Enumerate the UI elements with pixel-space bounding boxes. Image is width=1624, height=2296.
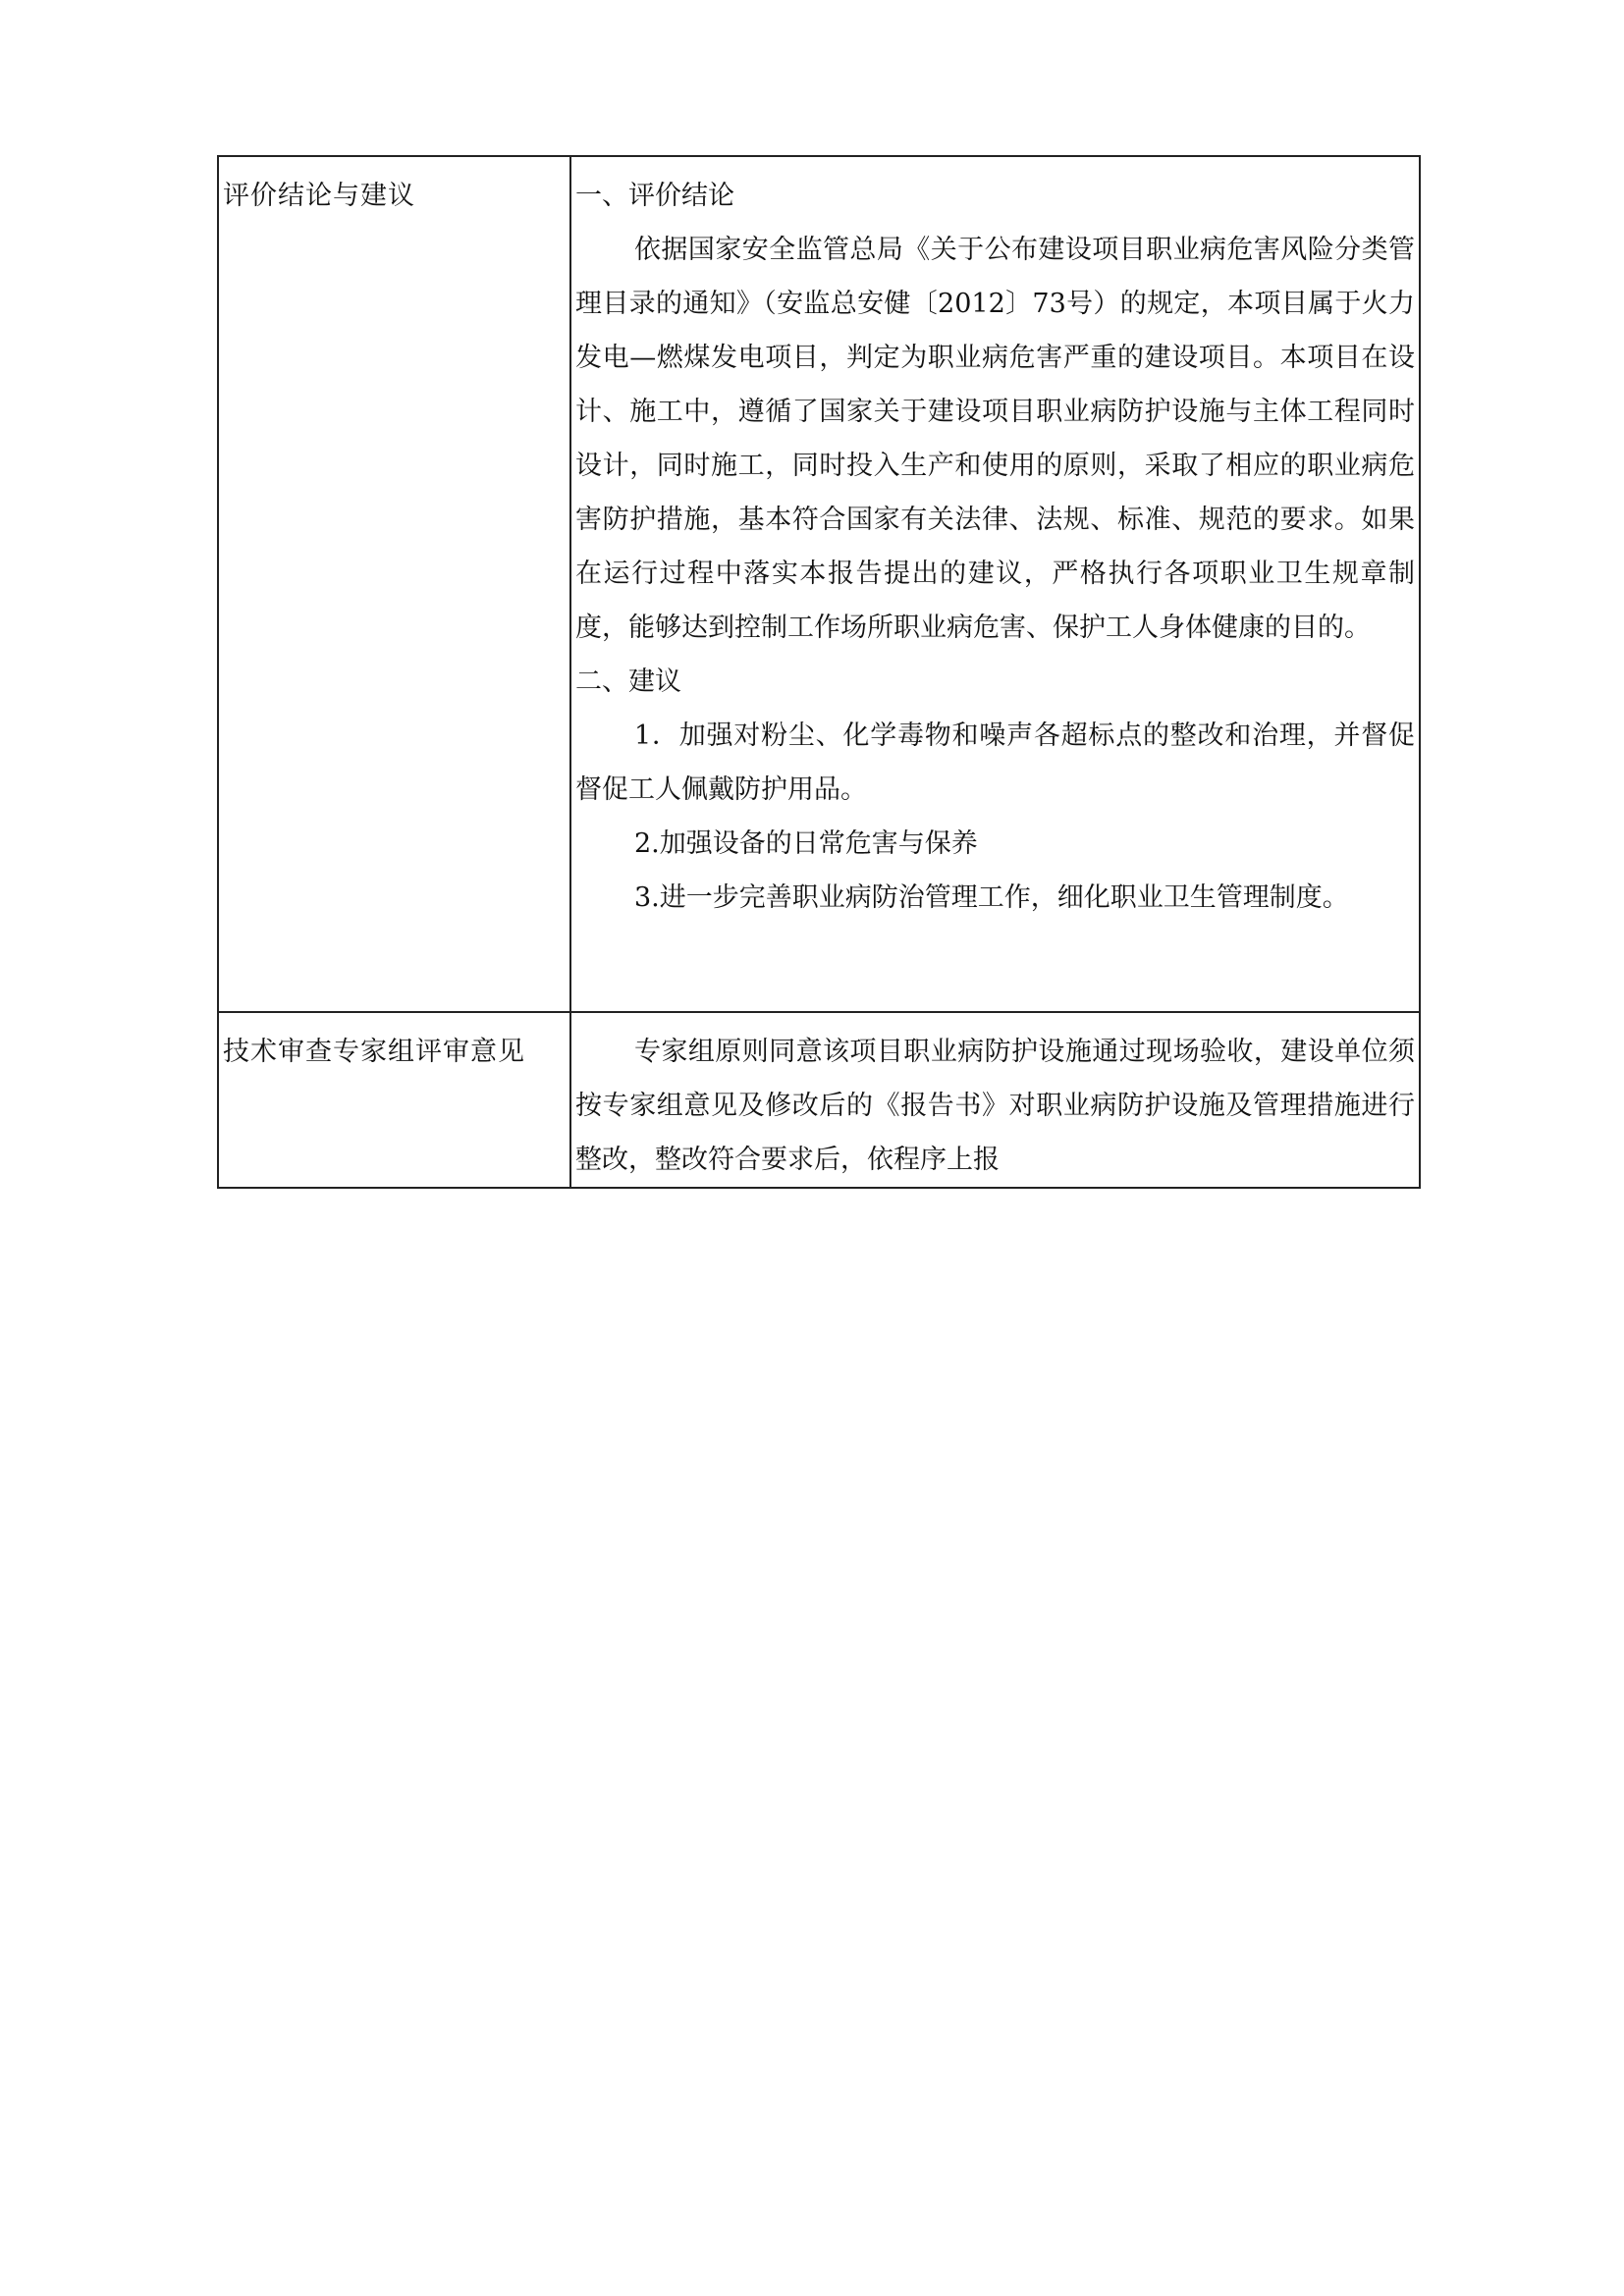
expert-content xyxy=(575,1013,1415,1187)
row-label-expert-review: 技术审查专家组评审意见 xyxy=(223,1037,525,1067)
label-cell xyxy=(218,156,570,1012)
label-cell xyxy=(218,1012,570,1188)
row-label-evaluation: 评价结论与建议 xyxy=(223,181,415,211)
table-row xyxy=(218,156,1420,1012)
expert-opinion: 专家组原则同意该项目职业病防护设施通过现场验收，建设单位须按专家组意见及修改后的《报告书》对职业病防护设施及管理措施进行整改，整改符合要求后，依程序上报 xyxy=(575,1037,1415,1175)
conclusion-heading: 一、评价结论 xyxy=(575,181,734,211)
review-table xyxy=(217,155,1421,1189)
suggestion-heading: 二、建议 xyxy=(575,667,681,697)
content-cell xyxy=(570,1012,1420,1188)
suggestion-item-2: 2.加强设备的日常危害与保养 xyxy=(634,828,978,859)
table-row xyxy=(218,1012,1420,1188)
suggestion-item-3: 3.进一步完善职业病防治管理工作，细化职业卫生管理制度。 xyxy=(634,882,1349,913)
content-cell xyxy=(570,156,1420,1012)
suggestion-item-1: 1．加强对粉尘、化学毒物和噪声各超标点的整改和治理，并督促督促工人佩戴防护用品。 xyxy=(575,721,1415,805)
conclusion-content xyxy=(575,157,1415,925)
conclusion-paragraph: 依据国家安全监管总局《关于公布建设项目职业病危害风险分类管理目录的通知》（安监总安健〔2012〕73号）的规定，本项目属于火力发电—燃煤发电项目，判定为职业病危害严重的建设项目。本项目在设计、施工中，遵循了国家关于建设项目职业病防护设施与主体工程同时设计，同时施工，同时投入生产和使用的原则，采取了相应的职业病危害防护措施，基本符合国家有关法律、法规、标准、规范的要求。如果在运行过程中落实本报告提出的建议，严格执行各项职业卫生规章制度，能够达到控制工作场所职业病危害、保护工人身体健康的目的。 xyxy=(575,235,1415,643)
